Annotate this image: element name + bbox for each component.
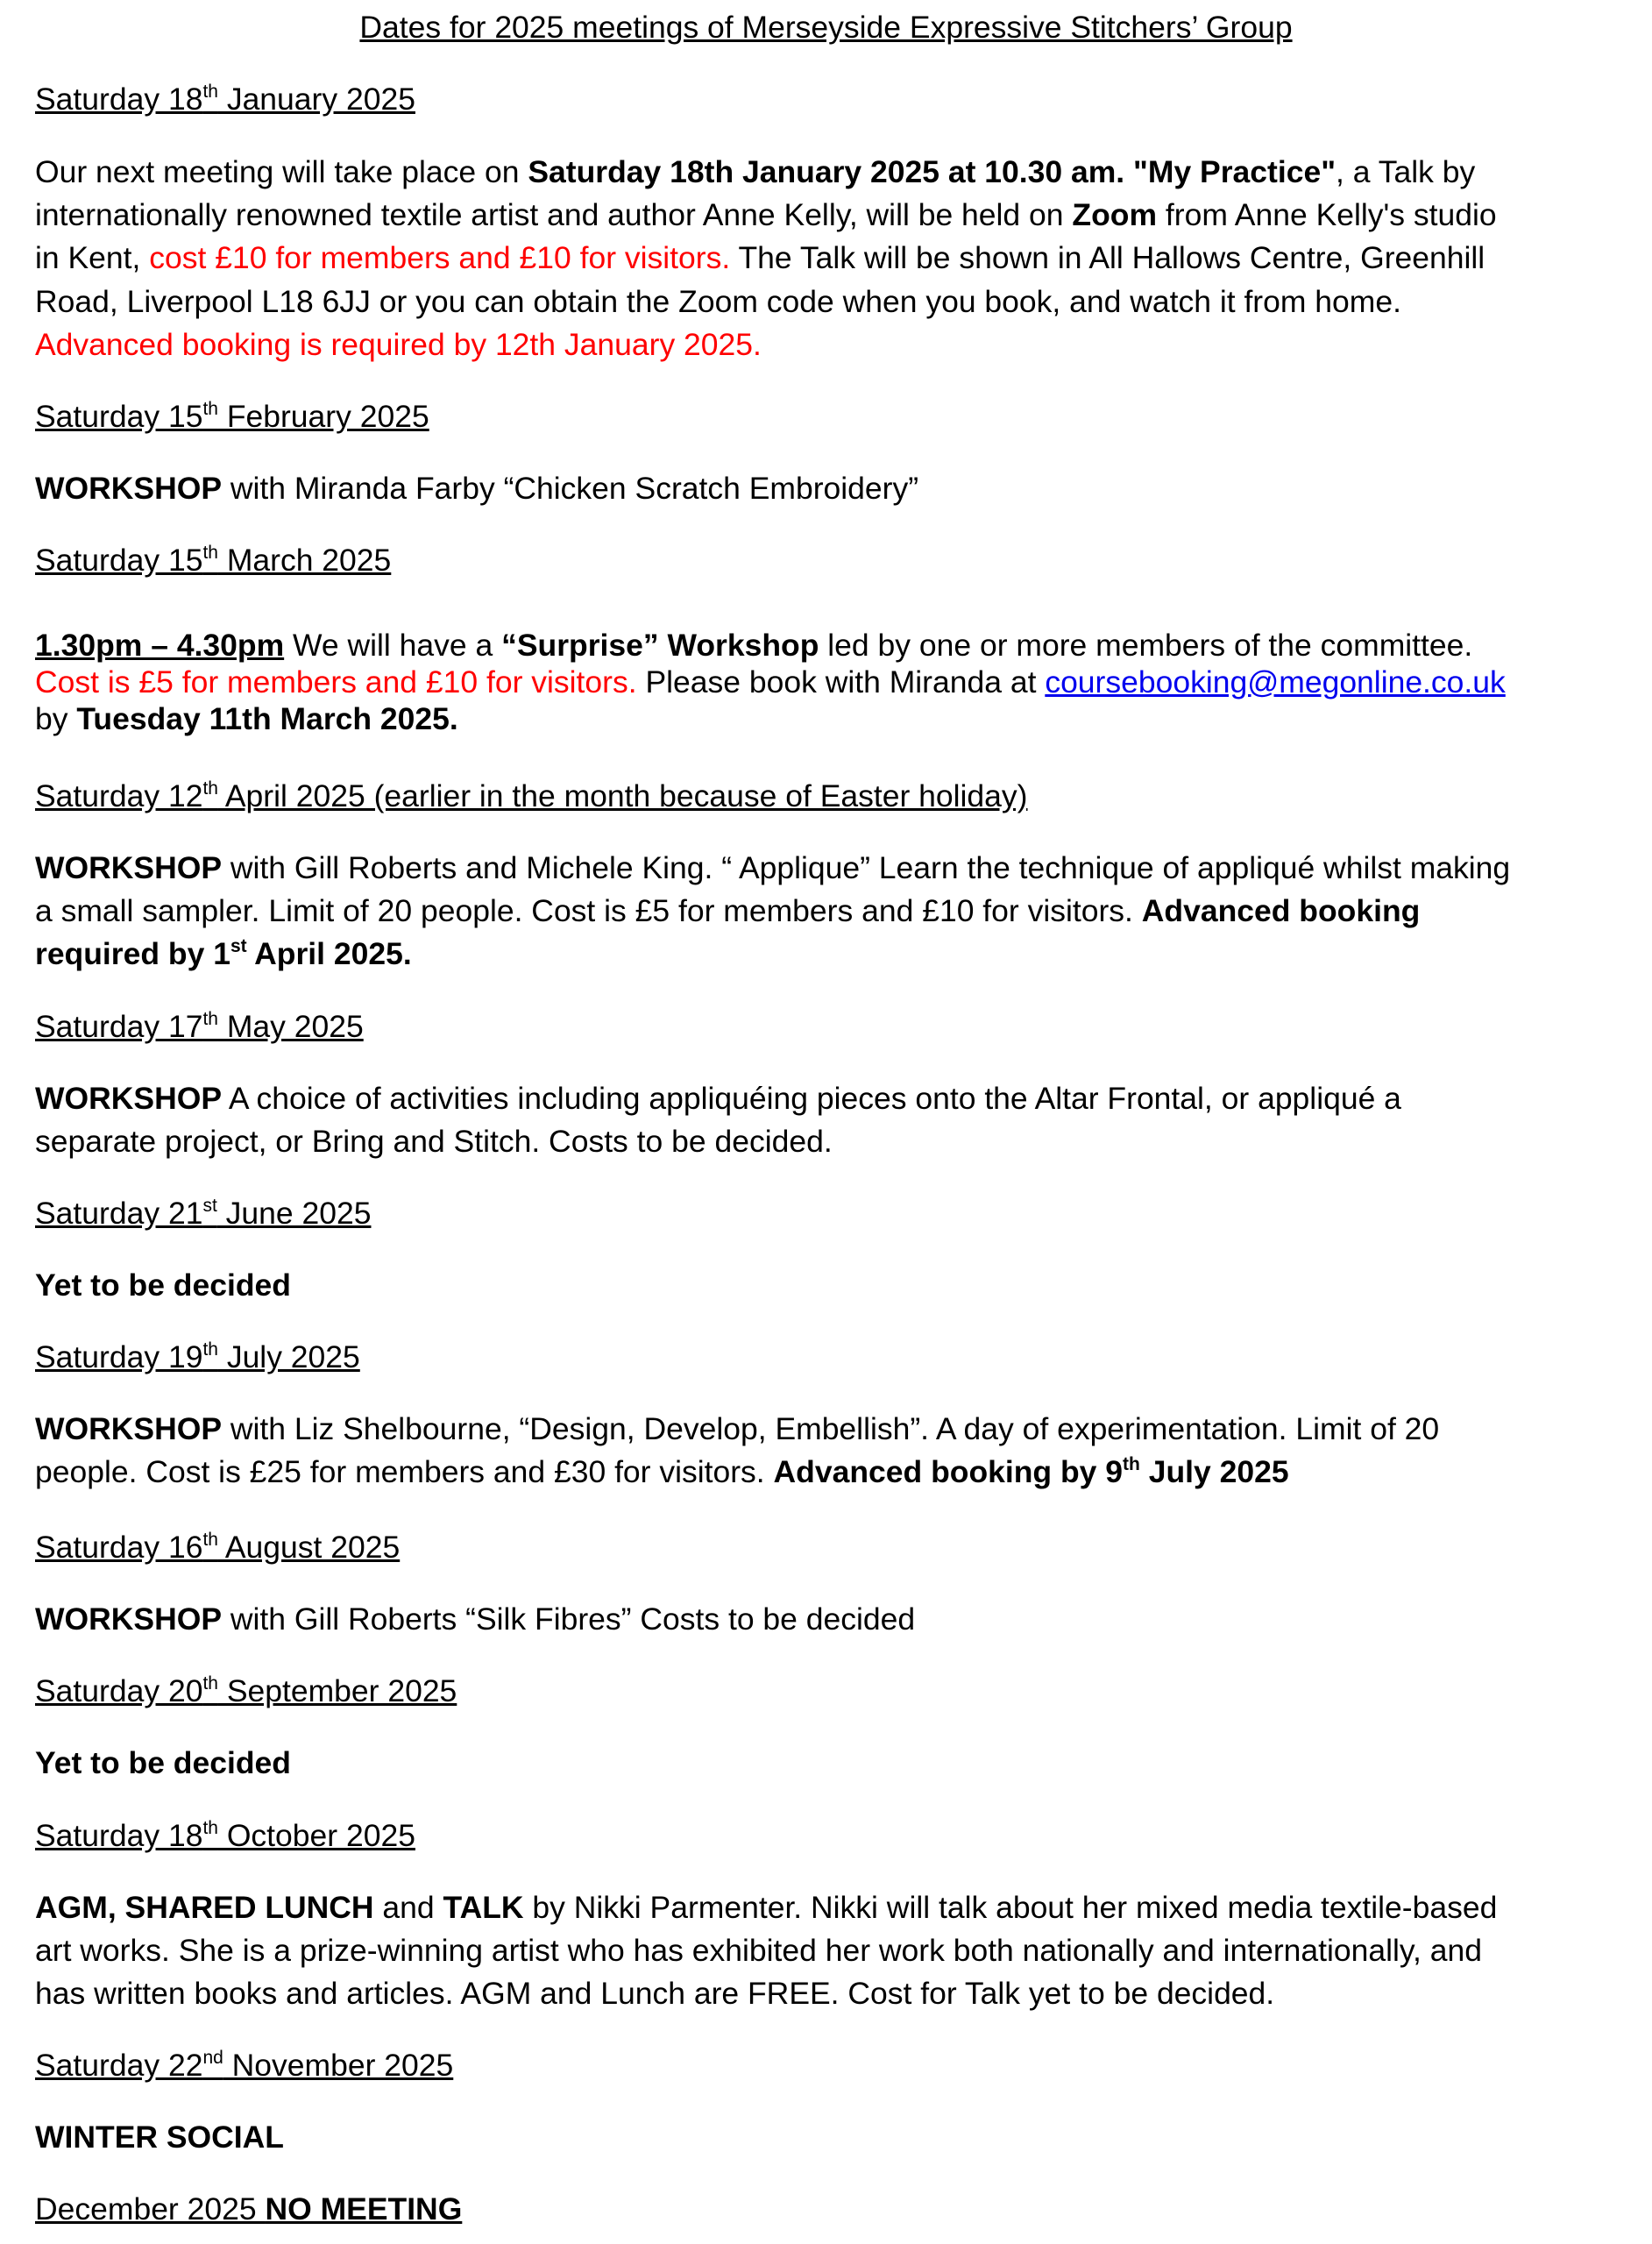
date-heading-march: Saturday 15th March 2025 <box>35 543 392 578</box>
january-text-line-3: in Kent, cost £10 for members and £10 for visitors. The Talk will be shown in All Hallows Centre, Greenhill <box>35 240 1485 275</box>
january-booking-deadline: Advanced booking is required by 12th January 2025. <box>35 327 762 362</box>
april-text-line-2: a small sampler. Limit of 20 people. Cost is £5 for members and £10 for visitors. Advanced booking <box>35 893 1421 928</box>
date-heading-november: Saturday 22nd November 2025 <box>35 2048 454 2083</box>
october-text-line-3: has written books and articles. AGM and Lunch are FREE. Cost for Talk yet to be decided. <box>35 1976 1275 2011</box>
date-heading-february: Saturday 15th February 2025 <box>35 399 429 434</box>
document-title: Dates for 2025 meetings of Merseyside Expressive Stitchers’ Group <box>359 10 1293 45</box>
november-text-line-1: WINTER SOCIAL <box>35 2120 284 2155</box>
july-text-line-2: people. Cost is £25 for members and £30 for visitors. Advanced booking by 9th July 2025 <box>35 1454 1289 1489</box>
date-heading-december: December 2025 NO MEETING <box>35 2191 463 2226</box>
date-heading-january: Saturday 18th January 2025 <box>35 82 415 117</box>
date-heading-may: Saturday 17th May 2025 <box>35 1009 364 1044</box>
date-heading-june: Saturday 21st June 2025 <box>35 1196 372 1231</box>
march-text-line-3: by Tuesday 11th March 2025. <box>35 701 458 736</box>
january-text-line-1: Our next meeting will take place on Saturday 18th January 2025 at 10.30 am. "My Practice", a Talk by <box>35 154 1476 189</box>
date-heading-september: Saturday 20th September 2025 <box>35 1673 457 1708</box>
february-text-line-1: WORKSHOP with Miranda Farby “Chicken Scratch Embroidery” <box>35 471 919 506</box>
date-heading-august: Saturday 16th August 2025 <box>35 1530 401 1565</box>
date-heading-october: Saturday 18th October 2025 <box>35 1818 415 1853</box>
january-text-line-2: internationally renowned textile artist and author Anne Kelly, will be held on Zoom from Anne Kelly's studio <box>35 197 1497 232</box>
june-text-line-1: Yet to be decided <box>35 1268 291 1303</box>
may-text-line-2: separate project, or Bring and Stitch. Costs to be decided. <box>35 1124 833 1159</box>
july-text-line-1: WORKSHOP with Liz Shelbourne, “Design, Develop, Embellish”. A day of experimentation. Limit of 20 <box>35 1411 1440 1446</box>
date-heading-july: Saturday 19th July 2025 <box>35 1339 360 1374</box>
may-text-line-1: WORKSHOP A choice of activities including appliquéing pieces onto the Altar Frontal, or appliqué a <box>35 1081 1401 1116</box>
date-heading-april: Saturday 12th April 2025 (earlier in the month because of Easter holiday) <box>35 778 1028 813</box>
september-text-line-1: Yet to be decided <box>35 1745 291 1780</box>
january-text-line-4: Road, Liverpool L18 6JJ or you can obtain the Zoom code when you book, and watch it from home. <box>35 284 1401 319</box>
march-text-line-1: 1.30pm – 4.30pm We will have a “Surprise” Workshop led by one or more members of the committee. <box>35 628 1473 663</box>
august-text-line-1: WORKSHOP with Gill Roberts “Silk Fibres” Costs to be decided <box>35 1601 916 1637</box>
march-text-line-2: Cost is £5 for members and £10 for visitors. Please book with Miranda at coursebooking@megonline.co.uk <box>35 664 1506 699</box>
april-text-line-1: WORKSHOP with Gill Roberts and Michele King. “ Applique” Learn the technique of appliqué whilst making <box>35 850 1511 885</box>
course-booking-email-link[interactable]: coursebooking@megonline.co.uk <box>1045 664 1506 699</box>
april-text-line-3: required by 1st April 2025. <box>35 936 412 971</box>
october-text-line-2: art works. She is a prize-winning artist who has exhibited her work both nationally and internationally, and <box>35 1933 1482 1968</box>
october-text-line-1: AGM, SHARED LUNCH and TALK by Nikki Parmenter. Nikki will talk about her mixed media textile-based <box>35 1890 1498 1925</box>
